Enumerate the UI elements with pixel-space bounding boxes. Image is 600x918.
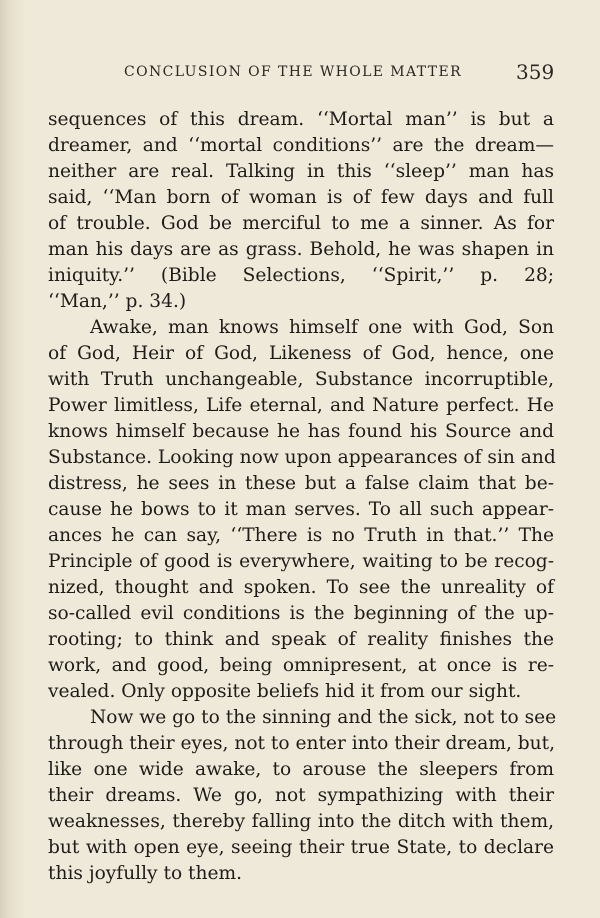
text-line: neither are real. Talking in this ‘‘sleep’’ man has — [48, 161, 554, 182]
text-line: but with open eye, seeing their true State, to declare — [48, 837, 554, 858]
paragraph-1 — [48, 107, 554, 315]
paragraph-3 — [48, 705, 557, 887]
text-line: sequences of this dream. ‘‘Mortal man’’ is but a — [48, 109, 554, 130]
text-line: ances he can say, ‘‘There is no Truth in that.’’ The — [48, 525, 554, 546]
text-line: cause he bows to it man serves. To all such appear- — [48, 499, 554, 520]
text-line: Principle of good is everywhere, waiting to be recog- — [48, 551, 554, 572]
text-line: ‘‘Man,’’ p. 34.) — [48, 291, 187, 312]
text-line: said, ‘‘Man born of woman is of few days and full — [48, 187, 554, 208]
text-line: weaknesses, thereby falling into the ditch with them, — [48, 811, 554, 832]
text-line: their dreams. We go, not sympathizing with their — [48, 785, 554, 806]
text-line: vealed. Only opposite beliefs hid it from our sight. — [48, 681, 522, 702]
text-line: of trouble. God be merciful to me a sinner. As for — [48, 213, 554, 234]
text-line: rooting; to think and speak of reality finishes the — [48, 629, 554, 650]
text-line: like one wide awake, to arouse the sleepers from — [48, 759, 554, 780]
text-line: work, and good, being omnipresent, at once is re- — [48, 655, 554, 676]
text-line: iniquity.’’ (Bible Selections, ‘‘Spirit,’’ p. 28; — [48, 265, 554, 286]
text-line: distress, he sees in these but a false claim that be- — [48, 473, 554, 494]
text-line: this joyfully to them. — [48, 863, 243, 884]
text-line: Power limitless, Life eternal, and Nature perfect. He — [48, 395, 554, 416]
page-number: 359 — [516, 60, 555, 84]
text-line: knows himself because he has found his Source and — [48, 421, 554, 442]
text-line: with Truth unchangeable, Substance incorruptible, — [48, 369, 554, 390]
text-line: man his days are as grass. Behold, he was shapen in — [48, 239, 554, 260]
paragraph-2 — [48, 315, 554, 705]
text-line: nized, thought and spoken. To see the unreality of — [48, 577, 554, 598]
running-head — [0, 60, 600, 84]
body-text — [48, 107, 557, 887]
text-line: Awake, man knows himself one with God, Son — [90, 317, 554, 338]
text-line: of God, Heir of God, Likeness of God, hence, one — [48, 343, 554, 364]
text-line: so-called evil conditions is the beginning of the up- — [48, 603, 554, 624]
text-line: dreamer, and ‘‘mortal conditions’’ are the dream— — [48, 135, 554, 156]
text-line: Now we go to the sinning and the sick, not to see — [90, 707, 557, 728]
running-title: CONCLUSION OF THE WHOLE MATTER — [124, 64, 463, 80]
text-line: Substance. Looking now upon appearances of sin and — [48, 447, 556, 468]
text-line: through their eyes, not to enter into their dream, but, — [48, 733, 556, 754]
